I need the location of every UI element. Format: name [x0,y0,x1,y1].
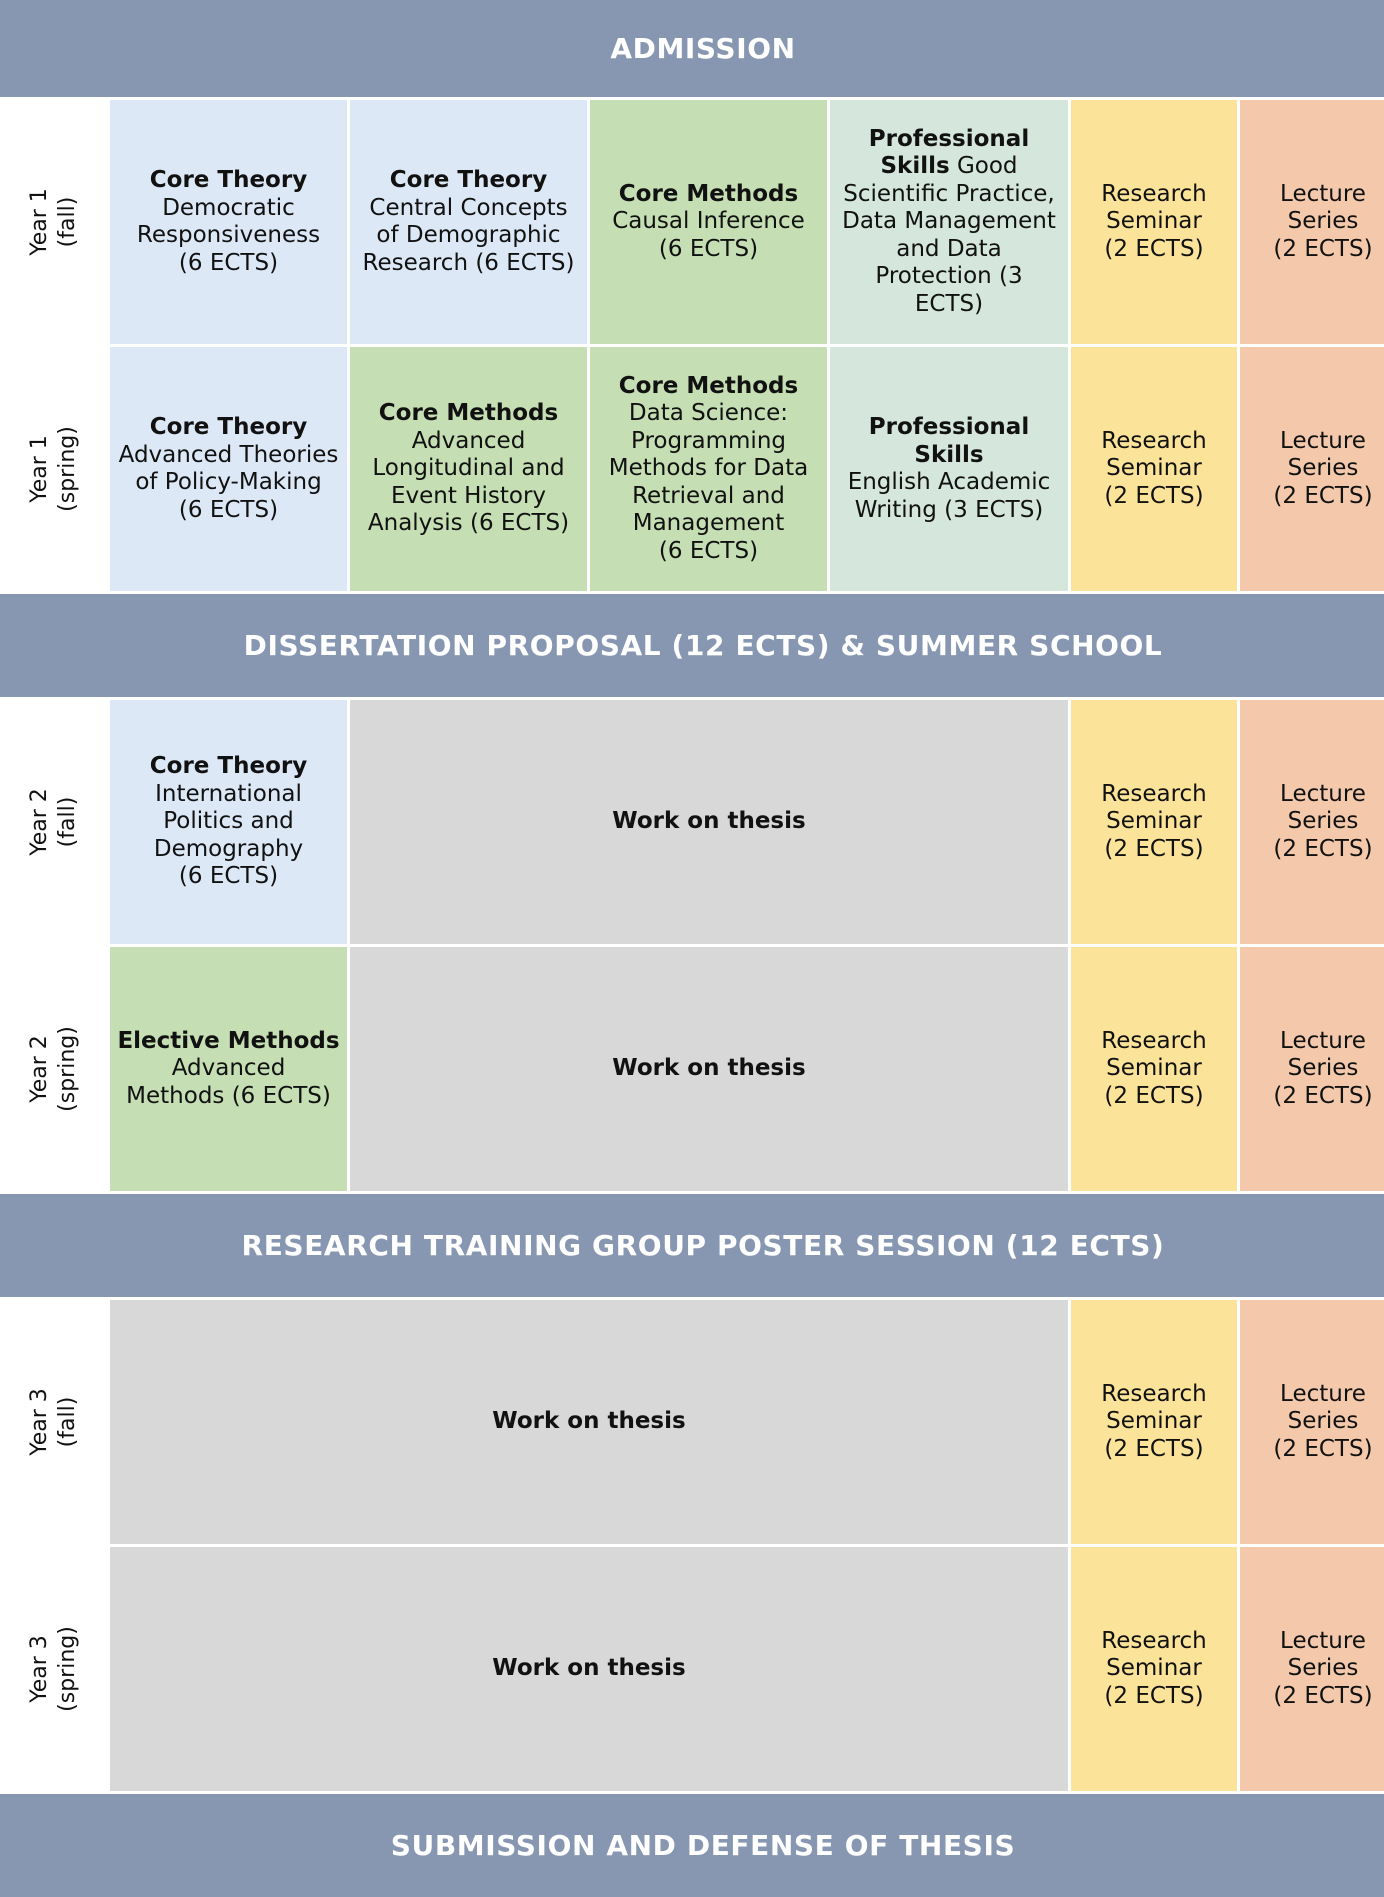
row-label-year1-spring [0,347,107,591]
course-line: Analysis (6 ECTS) [367,510,570,537]
lecture-line: (2 ECTS) [1273,1082,1373,1109]
row-label-line1: Year 3 [26,1635,52,1703]
lecture-series [1240,700,1384,944]
row-label-line2: (fall) [54,1396,80,1448]
course-line: Demography [153,835,304,862]
course-category-2: Skills [880,153,950,180]
research-seminar [1071,1300,1237,1544]
seminar-line: (2 ECTS) [1104,1682,1204,1709]
row-label-line1: Year 1 [26,188,52,256]
course-line: Causal Inference [612,208,805,235]
seminar-line: Seminar [1106,808,1202,835]
course-category: Core Methods [618,180,799,207]
banner-defense-text: SUBMISSION AND DEFENSE OF THESIS [390,1829,1016,1862]
course-line: Research (6 ECTS) [362,249,575,276]
lecture-line: Lecture [1280,1627,1366,1654]
banner-admission [0,0,1384,97]
course-central-concepts [350,100,587,344]
lecture-series [1240,347,1384,591]
course-good-scientific-practice [830,100,1068,344]
course-line: (6 ECTS) [658,235,759,262]
lecture-line: Series [1287,1055,1359,1082]
course-line: Central Concepts [369,194,568,221]
course-line: (6 ECTS) [178,496,279,523]
course-line: Responsiveness [136,222,321,248]
course-line: (6 ECTS) [178,863,279,890]
seminar-line: (2 ECTS) [1104,1435,1204,1462]
seminar-line: Seminar [1106,1408,1202,1435]
course-line: Event History [390,482,547,509]
course-elective-methods [110,947,347,1191]
lecture-line: Series [1287,1408,1359,1435]
course-line: Scientific Practice, [843,180,1055,207]
course-longitudinal-analysis [350,347,587,591]
course-category: Professional [868,125,1030,152]
lecture-line: (2 ECTS) [1273,235,1373,262]
row-label-year1-fall [0,100,107,344]
course-category: Core Methods [378,400,559,427]
seminar-line: Research [1101,1027,1207,1054]
seminar-line: Seminar [1106,1055,1202,1082]
course-line: Methods for Data [608,455,809,482]
course-category: Core Theory [149,753,308,780]
seminar-line: (2 ECTS) [1104,235,1204,262]
row-label-year3-fall [0,1300,107,1544]
seminar-line: Research [1101,1380,1207,1407]
course-line: Advanced [411,427,526,454]
lecture-line: (2 ECTS) [1273,1682,1373,1709]
course-line: Programming [630,427,786,454]
lecture-line: Lecture [1280,180,1366,207]
course-line: of Demographic [376,222,561,248]
lecture-line: Series [1287,208,1359,235]
seminar-line: Research [1101,780,1207,807]
course-category: Core Methods [618,372,799,399]
row-label-line2: (spring) [54,1026,80,1112]
course-line: Retrieval and [632,482,785,509]
seminar-line: Seminar [1106,208,1202,235]
seminar-line: Research [1101,180,1207,207]
seminar-line: Research [1101,1627,1207,1654]
lecture-series [1240,1547,1384,1791]
course-line: Protection (3 [875,263,1023,290]
row-label-year2-spring [0,947,107,1191]
row-label-line2: (spring) [54,426,80,512]
banner-submission-defense [0,1794,1384,1897]
seminar-line: Seminar [1106,1655,1202,1682]
research-seminar [1071,100,1237,344]
lecture-line: (2 ECTS) [1273,482,1373,509]
lecture-line: Series [1287,455,1359,482]
course-advanced-theories [110,347,347,591]
banner-poster-session [0,1194,1384,1297]
thesis-label: Work on thesis [492,1408,686,1435]
seminar-line: Seminar [1106,455,1202,482]
course-category-2: Skills [914,441,984,468]
course-line: of Policy-Making [135,469,322,495]
row-label-year3-spring [0,1547,107,1791]
row-label-line1: Year 2 [26,1035,52,1103]
banner-admission-text: ADMISSION [610,32,796,65]
course-line: and Data [896,235,1002,262]
banner-dissertation-proposal [0,594,1384,697]
course-line: Data Management [842,208,1056,235]
work-on-thesis [350,700,1068,944]
lecture-line: Series [1287,1655,1359,1682]
course-line: Writing (3 ECTS) [854,496,1044,523]
lecture-line: Lecture [1280,1027,1366,1054]
course-category: Core Theory [149,167,308,193]
course-line: ECTS) [914,290,984,317]
course-category: Elective Methods [117,1027,340,1054]
row-label-line1: Year 1 [26,435,52,503]
course-english-academic-writing [830,347,1068,591]
lecture-series [1240,947,1384,1191]
lecture-line: (2 ECTS) [1273,835,1373,862]
research-seminar [1071,1547,1237,1791]
course-line: Good [949,153,1018,180]
lecture-series [1240,100,1384,344]
course-line: International [155,780,302,807]
course-line: Data Science: [628,400,789,427]
row-label-line2: (spring) [54,1626,80,1712]
course-line: Politics and [163,808,294,835]
course-line: Management [632,510,785,537]
work-on-thesis [110,1547,1068,1791]
course-data-science [590,347,827,591]
thesis-label: Work on thesis [612,808,806,835]
work-on-thesis [110,1300,1068,1544]
course-line: Methods (6 ECTS) [126,1082,331,1109]
banner-poster-text: RESEARCH TRAINING GROUP POSTER SESSION (12 ECTS) [241,1229,1165,1262]
banner-proposal-text: DISSERTATION PROPOSAL (12 ECTS) & SUMMER SCHOOL [243,629,1163,662]
row-label-line1: Year 3 [26,1388,52,1456]
research-seminar [1071,947,1237,1191]
course-line: (6 ECTS) [658,537,759,564]
course-international-politics [110,700,347,944]
course-line: Advanced [171,1055,286,1082]
course-line: English Academic [847,469,1051,495]
course-line: (6 ECTS) [178,249,279,276]
course-category: Professional [868,414,1030,440]
row-label-line1: Year 2 [26,788,52,856]
course-line: Longitudinal and [372,455,565,482]
row-label-line2: (fall) [54,196,80,248]
research-seminar [1071,700,1237,944]
course-category: Core Theory [149,414,308,440]
lecture-line: Lecture [1280,1380,1366,1407]
course-democratic-responsiveness [110,100,347,344]
lecture-line: Lecture [1280,780,1366,807]
thesis-label: Work on thesis [492,1655,686,1682]
lecture-line: Series [1287,808,1359,835]
course-line: Advanced Theories [118,441,339,468]
lecture-series [1240,1300,1384,1544]
row-label-line2: (fall) [54,796,80,848]
seminar-line: (2 ECTS) [1104,1082,1204,1109]
research-seminar [1071,347,1237,591]
course-category: Core Theory [389,167,548,193]
seminar-line: (2 ECTS) [1104,482,1204,509]
lecture-line: (2 ECTS) [1273,1435,1373,1462]
course-causal-inference [590,100,827,344]
lecture-line: Lecture [1280,427,1366,454]
thesis-label: Work on thesis [612,1055,806,1082]
course-line: Democratic [162,194,295,221]
seminar-line: (2 ECTS) [1104,835,1204,862]
row-label-year2-fall [0,700,107,944]
work-on-thesis [350,947,1068,1191]
seminar-line: Research [1101,427,1207,454]
